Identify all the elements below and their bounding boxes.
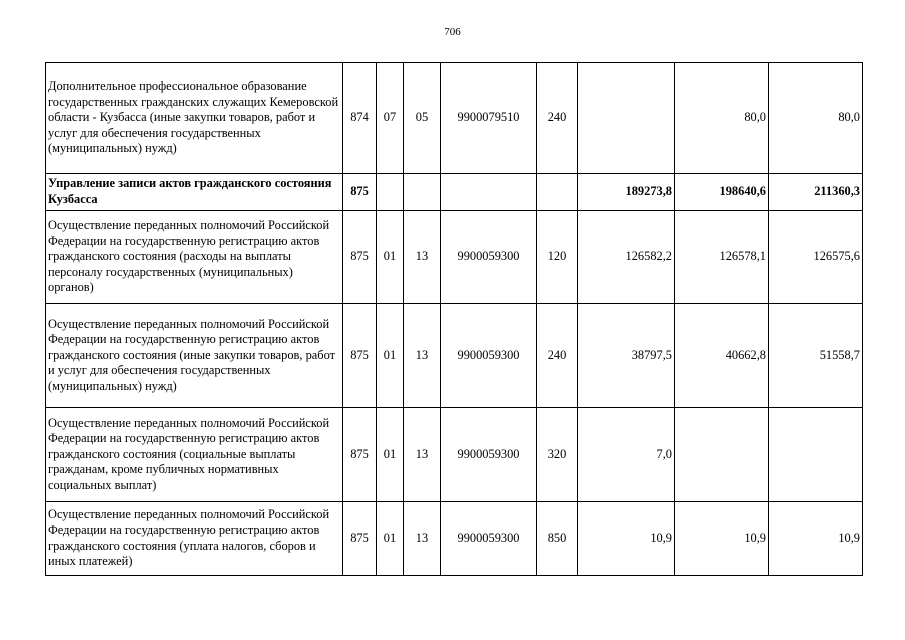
- row-ved: 875: [343, 304, 377, 408]
- row-ved: 875: [343, 408, 377, 502]
- row-pr: 13: [404, 304, 441, 408]
- table-row: [46, 408, 863, 502]
- row-pr: 13: [404, 211, 441, 304]
- row-csr: 9900059300: [441, 408, 537, 502]
- row-year1: 7,0: [578, 408, 675, 502]
- table-row: [46, 174, 863, 211]
- row-year1: 189273,8: [578, 174, 675, 211]
- row-vr: [537, 174, 578, 211]
- row-year3: 10,9: [769, 502, 863, 576]
- row-rz: 01: [377, 408, 404, 502]
- row-ved: 874: [343, 63, 377, 174]
- row-year2: 10,9: [675, 502, 769, 576]
- row-year3: [769, 408, 863, 502]
- row-name: Осуществление переданных полномочий Российской Федерации на государственную регистрацию актов гражданского состояния (расходы на выплаты персоналу государственных (муниципальных) органов): [46, 211, 343, 304]
- row-ved: 875: [343, 502, 377, 576]
- page-number: 706: [444, 26, 461, 38]
- row-vr: 320: [537, 408, 578, 502]
- row-name: Осуществление переданных полномочий Российской Федерации на государственную регистрацию актов гражданского состояния (социальные выплаты гражданам, кроме публичных нормативных социальных выплат): [46, 408, 343, 502]
- table-row: [46, 63, 863, 174]
- row-rz: [377, 174, 404, 211]
- row-year3: 51558,7: [769, 304, 863, 408]
- table-row: [46, 502, 863, 576]
- row-year1: 38797,5: [578, 304, 675, 408]
- row-year2: 198640,6: [675, 174, 769, 211]
- row-rz: 01: [377, 304, 404, 408]
- row-name: Осуществление переданных полномочий Российской Федерации на государственную регистрацию актов гражданского состояния (уплата налогов, сборов и иных платежей): [46, 502, 343, 576]
- row-name: Управление записи актов гражданского состояния Кузбасса: [46, 174, 343, 211]
- row-csr: 9900059300: [441, 304, 537, 408]
- row-name: Дополнительное профессиональное образование государственных гражданских служащих Кемеровской области - Кузбасса (иные закупки товаров, работ и услуг для обеспечения государственных (муниципальных) нужд): [46, 63, 343, 174]
- row-pr: 05: [404, 63, 441, 174]
- row-year2: [675, 408, 769, 502]
- row-vr: 120: [537, 211, 578, 304]
- row-vr: 240: [537, 63, 578, 174]
- table-row: [46, 211, 863, 304]
- row-year1: [578, 63, 675, 174]
- row-year1: 10,9: [578, 502, 675, 576]
- row-year3: 80,0: [769, 63, 863, 174]
- row-rz: 01: [377, 211, 404, 304]
- row-vr: 850: [537, 502, 578, 576]
- row-ved: 875: [343, 174, 377, 211]
- row-pr: [404, 174, 441, 211]
- row-pr: 13: [404, 408, 441, 502]
- row-csr: 9900059300: [441, 502, 537, 576]
- row-pr: 13: [404, 502, 441, 576]
- table-row: [46, 304, 863, 408]
- row-year3: 126575,6: [769, 211, 863, 304]
- row-vr: 240: [537, 304, 578, 408]
- row-csr: 9900059300: [441, 211, 537, 304]
- row-rz: 07: [377, 63, 404, 174]
- row-ved: 875: [343, 211, 377, 304]
- budget-table: [45, 62, 863, 576]
- row-year2: 126578,1: [675, 211, 769, 304]
- row-rz: 01: [377, 502, 404, 576]
- row-name: Осуществление переданных полномочий Российской Федерации на государственную регистрацию актов гражданского состояния (иные закупки товаров, работ и услуг для обеспечения государственных (муниципальных) нужд): [46, 304, 343, 408]
- row-year2: 80,0: [675, 63, 769, 174]
- row-year1: 126582,2: [578, 211, 675, 304]
- row-year3: 211360,3: [769, 174, 863, 211]
- row-csr: [441, 174, 537, 211]
- row-year2: 40662,8: [675, 304, 769, 408]
- row-csr: 9900079510: [441, 63, 537, 174]
